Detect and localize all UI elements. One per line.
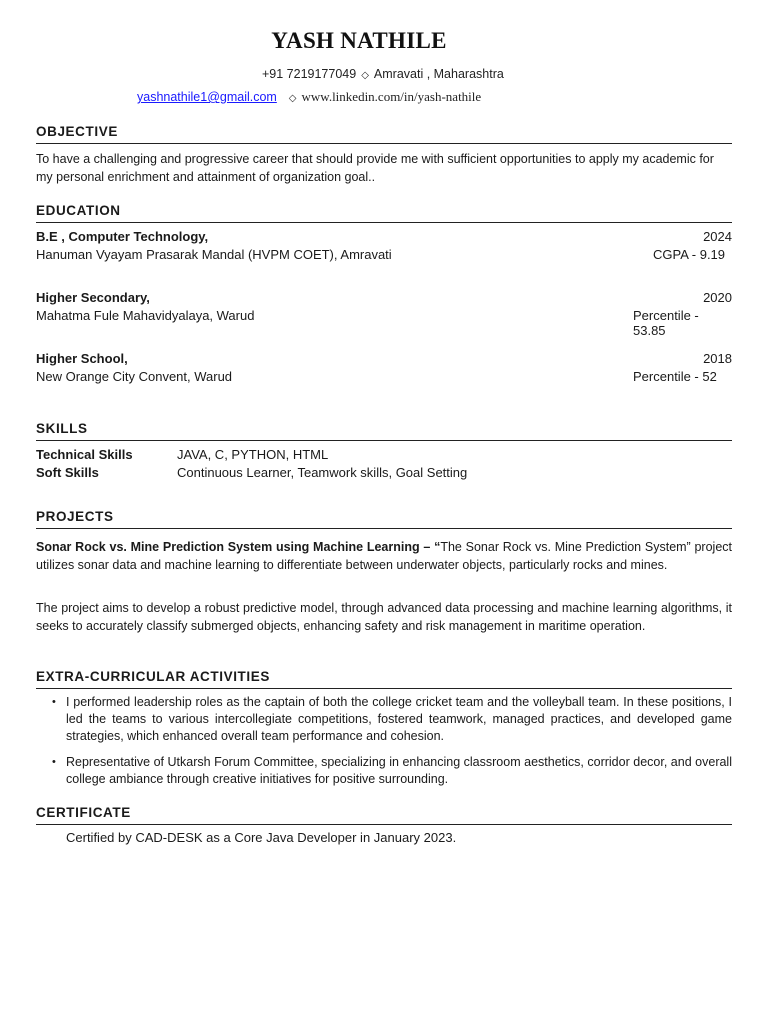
institute: Hanuman Vyayam Prasarak Mandal (HVPM COET), Amravati <box>36 247 392 262</box>
score: Percentile - 53.85 <box>633 308 699 338</box>
bullet-icon: • <box>52 756 56 768</box>
project-title: Sonar Rock vs. Mine Prediction System using Machine Learning <box>36 540 420 554</box>
linkedin-link[interactable]: www.linkedin.com/in/yash-nathile <box>301 89 482 104</box>
score: Percentile - 52 <box>633 369 717 384</box>
skill-label: Soft Skills <box>36 465 99 480</box>
year: 2024 <box>703 229 732 244</box>
diamond-separator-icon: ◇ <box>361 70 369 81</box>
section-title-certificate: CERTIFICATE <box>36 805 732 825</box>
section-title-objective: OBJECTIVE <box>36 124 732 144</box>
phone-number: +91 7219177049 <box>262 67 357 81</box>
project-intro <box>36 538 732 574</box>
project-intro-text: The Sonar Rock vs. Mine Prediction System” project utilizes sonar data and machine learning to differentiate between underwater objects, particularly rocks and mines. <box>36 540 732 572</box>
section-title-skills: SKILLS <box>36 421 732 441</box>
section-title-activities: EXTRA-CURRICULAR ACTIVITIES <box>36 669 732 689</box>
year: 2018 <box>703 351 732 366</box>
contact-line-2 <box>137 89 481 105</box>
score: CGPA - 9.19 <box>653 247 726 262</box>
education-entry <box>36 229 732 262</box>
email-link[interactable]: yashnathile1@gmail.com <box>137 90 277 104</box>
contact-line-1 <box>262 67 504 81</box>
institute: Mahatma Fule Mahavidyalaya, Warud <box>36 308 255 323</box>
degree: B.E , Computer Technology, <box>36 229 209 244</box>
activity-text: I performed leadership roles as the captain of both the college cricket team and the volleyball team. In these positions, I led the teams to various intercollegiate competitions, fostered teamwork, managed practices, and developed game strategies, which enhanced overall team performance and cohesion. <box>66 695 732 743</box>
education-entry <box>36 290 732 338</box>
section-title-projects: PROJECTS <box>36 509 732 529</box>
institute: New Orange City Convent, Warud <box>36 369 233 384</box>
location: Amravati , Maharashtra <box>373 67 504 81</box>
activity-text: Representative of Utkarsh Forum Committee, specializing in enhancing classroom aesthetics, corridor decor, and overall college ambiance through creative initiatives for positive surrounding. <box>66 755 732 786</box>
skill-label: Technical Skills <box>36 447 133 462</box>
list-item <box>36 754 732 788</box>
degree: Higher Secondary, <box>36 290 150 305</box>
section-title-education: EDUCATION <box>36 203 732 223</box>
list-item <box>36 694 732 745</box>
diamond-separator-icon: ◇ <box>288 93 297 104</box>
year: 2020 <box>703 290 732 305</box>
degree: Higher School, <box>36 351 128 366</box>
certificate-text: Certified by CAD-DESK as a Core Java Developer in January 2023. <box>66 830 457 845</box>
skill-value: JAVA, C, PYTHON, HTML <box>177 447 329 462</box>
education-entry <box>36 351 732 384</box>
project-detail: The project aims to develop a robust predictive model, through advanced data processing and machine learning algorithms, it seeks to accurately classify submerged objects, enhancing safety and risk management in maritime operation. <box>36 601 732 633</box>
candidate-name: YASH NATHILE <box>271 28 447 53</box>
project-dash: – “ <box>419 540 441 554</box>
objective-text: To have a challenging and progressive career that should provide me with sufficient opportunities to apply my academic for my personal enrichment and attainment of organization goal.. <box>36 152 714 184</box>
skill-value: Continuous Learner, Teamwork skills, Goal Setting <box>177 465 468 480</box>
bullet-icon: • <box>52 696 56 708</box>
